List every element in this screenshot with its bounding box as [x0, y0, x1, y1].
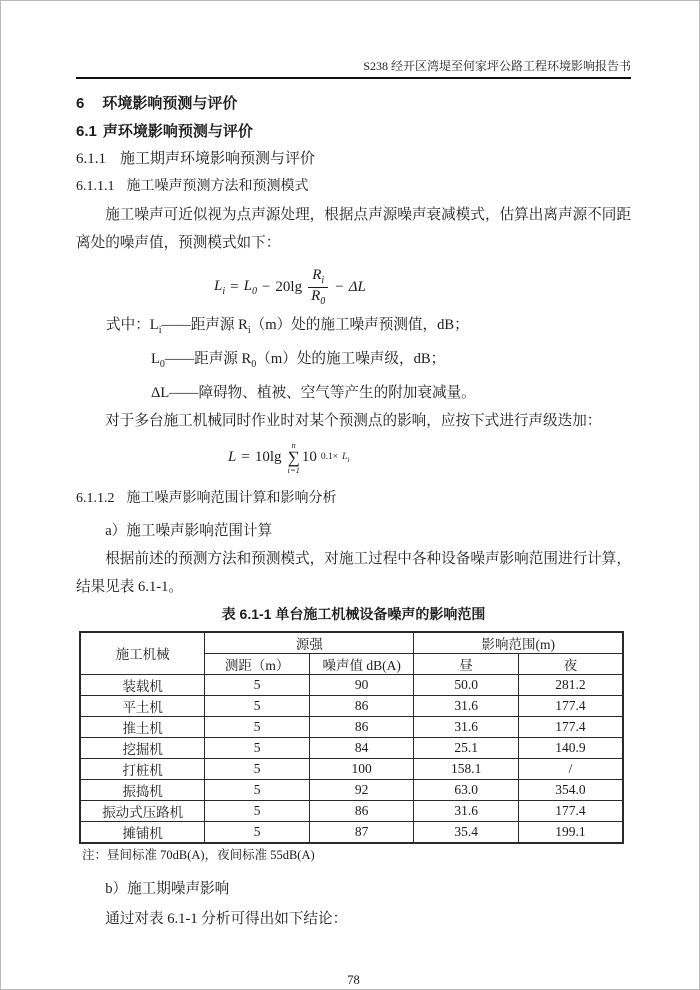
machine-name-cell: 摊铺机 [80, 821, 205, 843]
value-cell: 5 [205, 779, 310, 800]
value-cell: 177.4 [518, 695, 623, 716]
subsubsection-heading-6-1-1-1 [76, 179, 631, 194]
value-cell: 31.6 [414, 800, 519, 821]
machine-name-cell: 振动式压路机 [80, 800, 205, 821]
night-column-header: 夜 [518, 653, 623, 674]
value-cell: 86 [309, 716, 414, 737]
table-body [80, 674, 623, 843]
report-page [1, 1, 700, 988]
f1-delta-term: ΔL [348, 278, 366, 295]
value-cell: 199.1 [518, 821, 623, 843]
chapter-number: 6 [76, 95, 85, 112]
value-cell: / [518, 758, 623, 779]
running-header-title: S238 经开区湾堤至何家坪公路工程环境影响报告书 [363, 59, 631, 73]
value-cell: 90 [309, 674, 414, 695]
subsection-heading-6-1-1 [76, 151, 631, 167]
f2-equals: = [241, 449, 250, 466]
value-cell: 5 [205, 821, 310, 843]
value-cell: 92 [309, 779, 414, 800]
running-header [76, 57, 631, 79]
value-cell: 5 [205, 737, 310, 758]
table-row [80, 674, 623, 695]
machine-column-header: 施工机械 [80, 632, 205, 675]
value-cell: 86 [309, 800, 414, 821]
value-cell: 140.9 [518, 737, 623, 758]
calculation-paragraph: 根据前述的预测方法和预测模式，对施工过程中各种设备噪声影响范围进行计算，结果见表 6.1-1。 [76, 550, 631, 595]
value-cell: 354.0 [518, 779, 623, 800]
table-row [80, 758, 623, 779]
value-cell: 5 [205, 800, 310, 821]
page-number: 78 [347, 972, 360, 987]
value-cell: 5 [205, 716, 310, 737]
machine-name-cell: 平土机 [80, 695, 205, 716]
machine-name-cell: 振捣机 [80, 779, 205, 800]
subsubsection-number: 6.1.1.2 [76, 490, 115, 506]
table-row [80, 737, 623, 758]
subsection-title: 施工期声环境影响预测与评价 [120, 151, 316, 167]
value-cell: 86 [309, 695, 414, 716]
value-cell: 100 [309, 758, 414, 779]
formula-legend-line-1: 式中：$L_i——$距声源 $R_i(m)$处的施工噪声预测值，dB； [106, 317, 469, 336]
f1-minus: − [261, 278, 271, 295]
value-cell: 158.1 [414, 758, 519, 779]
table-caption: 表 6.1-1 单台施工机械设备噪声的影响范围 [221, 605, 486, 622]
formula-legend-line-2: $L_0——$距声源 $R_0(m)$处的施工噪声级，dB； [151, 350, 446, 370]
value-cell: 63.0 [414, 779, 519, 800]
subsubsection-title: 施工噪声影响范围计算和影响分析 [126, 490, 337, 506]
section-number: 6.1 [76, 123, 97, 140]
f2-base: 10 [301, 449, 317, 466]
legend-intro: 式中： [106, 317, 150, 333]
table-note: 注：昼间标准 70dB(A)，夜间标准 55dB(A) [82, 847, 315, 862]
impact-range-group-header: 影响范围(m) [414, 632, 623, 654]
table-row [80, 695, 623, 716]
subsubsection-number: 6.1.1.1 [76, 179, 115, 194]
intro-paragraph: 施工噪声可近似视为点声源处理，根据点声源噪声衰减模式，估算出离声源不同距离处的噪声值，预测模式如下： [76, 207, 631, 251]
value-cell: 87 [309, 821, 414, 843]
noise-impact-table [79, 631, 624, 844]
multi-machine-paragraph: 对于多台施工机械同时作业时对某个预测点的影响，应按下式进行声级迭加： [105, 412, 602, 429]
subsection-number: 6.1.1 [76, 151, 106, 167]
value-cell: 25.1 [414, 737, 519, 758]
sigma-symbol: ∑ [287, 448, 300, 468]
table-row [80, 800, 623, 821]
f1-equals: = [230, 278, 239, 295]
value-cell: 177.4 [518, 800, 623, 821]
formula-level-superposition [76, 437, 631, 479]
f2-summation [287, 441, 299, 475]
subsubsection-title: 施工噪声预测方法和预测模式 [126, 179, 309, 194]
f1-numerator: $R_i$ [308, 267, 328, 288]
value-cell: 281.2 [518, 674, 623, 695]
section-title: 声环境影响预测与评价 [102, 123, 253, 140]
machine-name-cell: 推土机 [80, 716, 205, 737]
section-heading-6-1 [76, 124, 631, 140]
machine-name-cell: 打桩机 [80, 758, 205, 779]
value-cell: 5 [205, 695, 310, 716]
subsubsection-heading-6-1-1-2 [76, 491, 631, 506]
formula-noise-attenuation [76, 265, 631, 309]
value-cell: 177.4 [518, 716, 623, 737]
f1-minus-2: − [335, 278, 344, 295]
distance-column-header: 测距（m） [205, 653, 310, 674]
chapter-title: 环境影响预测与评价 [102, 95, 238, 112]
table-header-row-1 [80, 632, 623, 654]
machine-name-cell: 装载机 [80, 674, 205, 695]
list-item-a: a）施工噪声影响范围计算 [105, 522, 273, 539]
formula-legend-line-3: ΔL——障碍物、植被、空气等产生的附加衰减量。 [151, 384, 476, 401]
value-cell: 31.6 [414, 716, 519, 737]
f2-coefficient: 10lg [254, 449, 282, 466]
chapter-heading [76, 96, 631, 112]
f1-denominator: $R_0$ [311, 287, 326, 307]
value-cell: 84 [309, 737, 414, 758]
value-cell: 5 [205, 758, 310, 779]
table-row [80, 716, 623, 737]
f2-sum-upper-limit: n [291, 439, 296, 450]
source-strength-group-header: 源强 [205, 632, 414, 654]
f1-fraction [308, 267, 328, 307]
value-cell: 50.0 [414, 674, 519, 695]
f1-coefficient: 20lg [275, 278, 303, 295]
f2-exponent: $0.1\times L_i$ [320, 451, 350, 464]
noise-value-column-header: 噪声值 dB(A) [309, 653, 414, 674]
machine-name-cell: 挖掘机 [80, 737, 205, 758]
f1-lhs: $L_i$ [214, 277, 226, 297]
value-cell: 31.6 [414, 695, 519, 716]
value-cell: 35.4 [414, 821, 519, 843]
table-row [80, 779, 623, 800]
f1-term1: $L_0$ [243, 277, 257, 297]
f2-lhs: L [228, 449, 237, 466]
list-item-b: b）施工期噪声影响 [105, 880, 230, 897]
day-column-header: 昼 [414, 653, 519, 674]
value-cell: 5 [205, 674, 310, 695]
table-row [80, 821, 623, 843]
f2-sum-lower-limit: i=1 [287, 465, 300, 476]
conclusion-lead-paragraph: 通过对表 6.1-1 分析可得出如下结论： [105, 910, 348, 927]
